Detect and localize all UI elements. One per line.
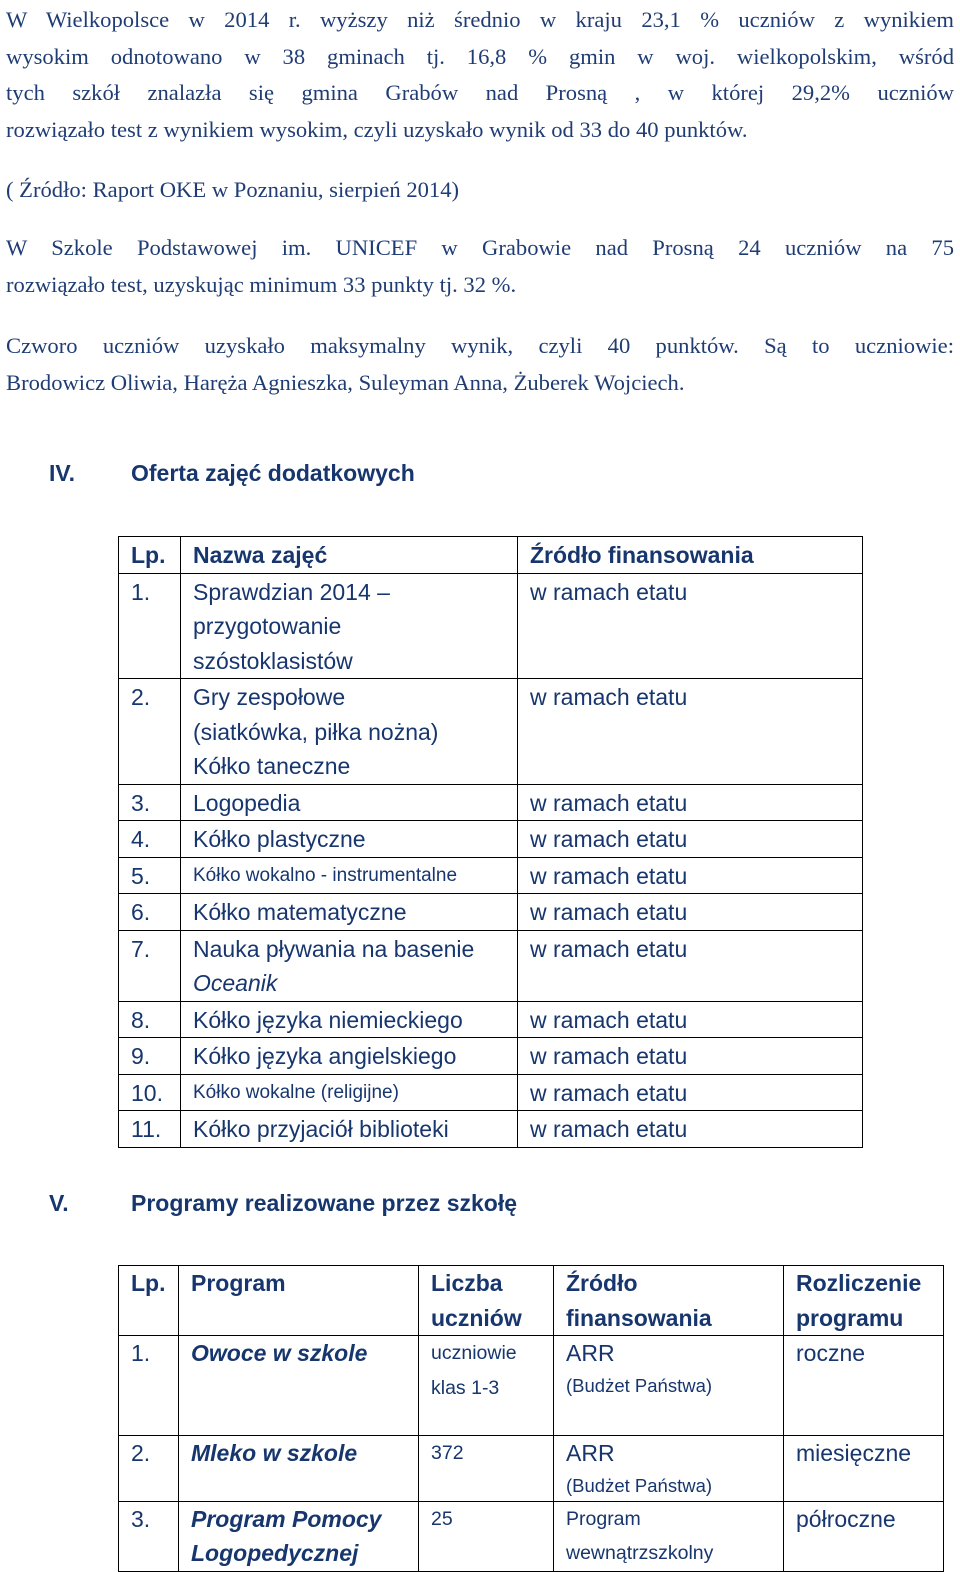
table-row — [119, 1038, 863, 1075]
section-title: Programy realizowane przez szkołę — [131, 1190, 518, 1216]
funding-source: w ramach etatu — [518, 894, 863, 931]
row-number: 11. — [119, 1111, 181, 1148]
activity-name — [181, 573, 518, 679]
activity-name: Kółko przyjaciół biblioteki — [181, 1111, 518, 1148]
funding-source: w ramach etatu — [518, 930, 863, 1001]
results-paragraph — [6, 2, 954, 148]
activity-name: Kółko języka niemieckiego — [181, 1001, 518, 1038]
text-line: wysokim odnotowano w 38 gminach tj. 16,8 % gmin w woj. wielkopolskim, wśród — [6, 43, 954, 69]
table-row — [119, 1001, 863, 1038]
programs-table — [118, 1265, 944, 1572]
column-header: Źródło finansowania — [518, 537, 863, 574]
row-number: 1. — [119, 573, 181, 679]
name-line: Sprawdzian 2014 – — [193, 578, 390, 605]
name-line: Gry zespołowe — [193, 684, 346, 710]
column-header: Źródło finansowania — [554, 1266, 784, 1336]
column-header: Program — [179, 1266, 419, 1336]
row-number: 3. — [119, 784, 181, 821]
program-name: Owoce w szkole — [179, 1336, 419, 1436]
column-header: Lp. — [119, 537, 181, 574]
activity-name — [181, 930, 518, 1001]
table-header-row — [119, 537, 863, 574]
student-count: 372 — [419, 1436, 554, 1502]
activity-name: Kółko języka angielskiego — [181, 1038, 518, 1075]
table-row — [119, 1336, 944, 1436]
student-count: uczniowie klas 1-3 — [419, 1336, 554, 1436]
text-line: Czworo uczniów uzyskało maksymalny wynik, czyli 40 punktów. Są to uczniowie: — [6, 333, 954, 358]
program-name: Program Pomocy Logopedycznej — [179, 1501, 419, 1571]
table-row — [119, 894, 863, 931]
activity-name: Logopedia — [181, 784, 518, 821]
table-row — [119, 1501, 944, 1571]
row-number: 1. — [119, 1336, 179, 1436]
funding-source: Program wewnątrzszkolny — [554, 1501, 784, 1571]
row-number: 9. — [119, 1038, 181, 1075]
row-number: 3. — [119, 1501, 179, 1571]
settlement-period: roczne — [784, 1336, 944, 1436]
funding-source — [554, 1436, 784, 1502]
settlement-period: miesięczne — [784, 1436, 944, 1502]
name-line: przygotowanie — [193, 613, 342, 639]
table-row — [119, 1111, 863, 1148]
name-line: (siatkówka, piłka nożna) — [193, 718, 439, 745]
row-number: 10. — [119, 1074, 181, 1111]
text-line: W Wielkopolsce w 2014 r. wyższy niż średnio w kraju 23,1 % uczniów z wynikiem — [6, 7, 954, 32]
row-number: 6. — [119, 894, 181, 931]
name-line: Nauka pływania na basenie — [193, 935, 475, 962]
activities-table — [118, 536, 863, 1148]
column-header: Liczba uczniów — [419, 1266, 554, 1336]
table-row — [119, 930, 863, 1001]
section-title: Oferta zajęć dodatkowych — [131, 460, 415, 486]
column-header: Nazwa zajęć — [181, 537, 518, 574]
text-line: rozwiązało test, uzyskując minimum 33 punkty tj. 32 %. — [6, 271, 517, 297]
funding-source — [554, 1336, 784, 1436]
section-number: IV. — [49, 460, 76, 486]
text-line: Brodowicz Oliwia, Haręża Agnieszka, Suleyman Anna, Żuberek Wojciech. — [6, 369, 685, 395]
funding-source: w ramach etatu — [518, 857, 863, 894]
row-number: 2. — [119, 1436, 179, 1502]
name-line: szóstoklasistów — [193, 647, 353, 674]
funding-source: w ramach etatu — [518, 1001, 863, 1038]
source-name: ARR — [566, 1340, 615, 1366]
table-header-row — [119, 1266, 944, 1336]
row-number: 8. — [119, 1001, 181, 1038]
max-score-paragraph — [6, 328, 954, 401]
table-row — [119, 857, 863, 894]
funding-source: w ramach etatu — [518, 1111, 863, 1148]
table-row — [119, 679, 863, 785]
source-detail: (Budżet Państwa) — [566, 1374, 713, 1396]
source-detail: (Budżet Państwa) — [566, 1474, 713, 1496]
funding-source: w ramach etatu — [518, 573, 863, 679]
activity-name: Kółko wokalno - instrumentalne — [181, 857, 518, 894]
school-results-paragraph — [6, 230, 954, 303]
text-line: W Szkole Podstawowej im. UNICEF w Grabowie nad Prosną 24 uczniów na 75 — [6, 235, 954, 260]
activity-name: Kółko wokalne (religijne) — [181, 1074, 518, 1111]
funding-source: w ramach etatu — [518, 784, 863, 821]
section-heading-iv — [49, 460, 649, 494]
source-note — [6, 172, 954, 209]
text-line: rozwiązało test z wynikiem wysokim, czyli uzyskało wynik od 33 do 40 punktów. — [6, 116, 748, 142]
column-header: Rozliczenie programu — [784, 1266, 944, 1336]
source-name: ARR — [566, 1440, 615, 1466]
activity-name: Kółko matematyczne — [181, 894, 518, 931]
table-row — [119, 573, 863, 679]
text-line: tych szkół znalazła się gmina Grabów nad Prosną , w której 29,2% uczniów — [6, 80, 954, 105]
table-row — [119, 784, 863, 821]
funding-source: w ramach etatu — [518, 1038, 863, 1075]
table-row — [119, 821, 863, 858]
name-line: Oceanik — [193, 970, 278, 996]
student-count: 25 — [419, 1501, 554, 1571]
name-line: Kółko taneczne — [193, 753, 351, 779]
row-number: 5. — [119, 857, 181, 894]
row-number: 7. — [119, 930, 181, 1001]
table-row — [119, 1074, 863, 1111]
funding-source: w ramach etatu — [518, 1074, 863, 1111]
row-number: 4. — [119, 821, 181, 858]
activity-name: Kółko plastyczne — [181, 821, 518, 858]
funding-source: w ramach etatu — [518, 821, 863, 858]
settlement-period: półroczne — [784, 1501, 944, 1571]
program-name: Mleko w szkole — [179, 1436, 419, 1502]
section-number: V. — [49, 1190, 69, 1216]
table-row — [119, 1436, 944, 1502]
row-number: 2. — [119, 679, 181, 785]
text-line: ( Źródło: Raport OKE w Poznaniu, sierpień 2014) — [6, 177, 460, 202]
section-heading-v — [49, 1190, 749, 1224]
column-header: Lp. — [119, 1266, 179, 1336]
funding-source: w ramach etatu — [518, 679, 863, 785]
activity-name — [181, 679, 518, 785]
